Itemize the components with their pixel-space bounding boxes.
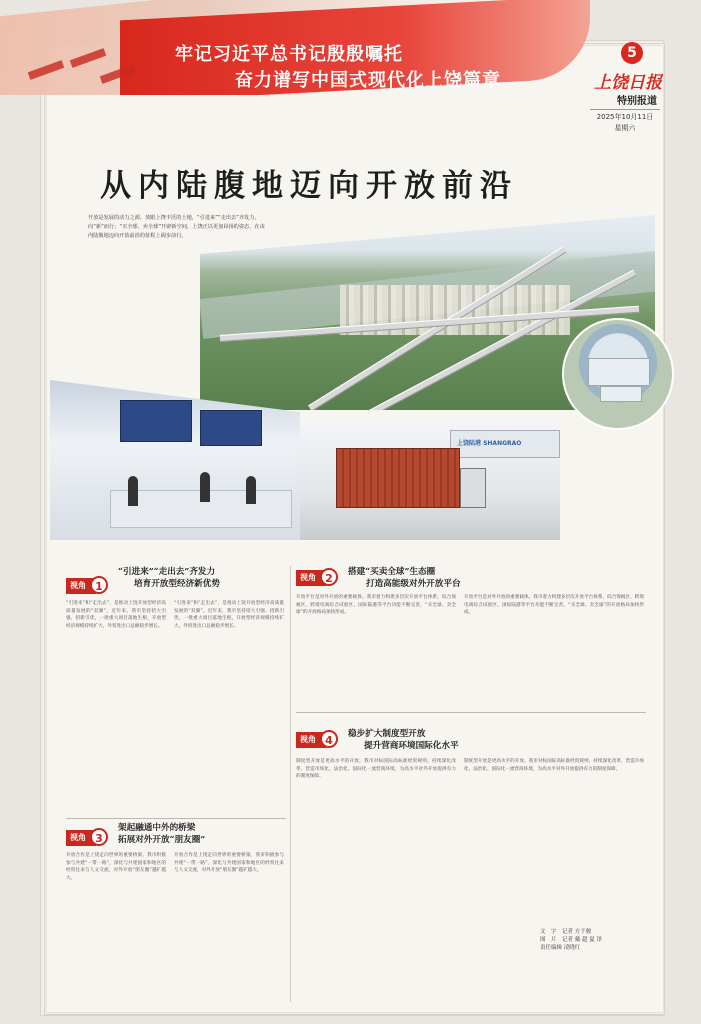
section-2-body-col2: 开放平台是对外开放的重要载体。我市着力构建多层次开放平台体系，综合保税区、跨境电商综合试验区、国际陆港等平台功能不断完善，“买全球、卖全球”的开放格局加快形成。: [464, 595, 644, 615]
section-1-title: [118, 566, 220, 590]
page-number-badge: 5: [621, 42, 643, 64]
section-3-title: [118, 822, 205, 846]
display-screen: [200, 410, 262, 446]
section-1-tag: [66, 578, 110, 594]
truck-cab: [460, 468, 486, 508]
person-figure: [128, 476, 138, 506]
tag-number: 3: [90, 828, 108, 846]
header-title-line1: 牢记习近平总书记殷殷嘱托: [175, 44, 403, 65]
section-2-title: [348, 566, 461, 590]
section-divider: [296, 712, 646, 713]
gate-sign: 上饶陆港 SHANGRAO: [457, 440, 522, 447]
section-1-body: “引进来”和“走出去”，是推动上饶开放型经济高质量发展的“双翼”。近年来，我市坚持招大引强、招新引优，一批重大项目落地生根，开放型经济规模持续扩大，外贸进出口总额稳步增长。: [66, 601, 166, 629]
tag-number: 1: [90, 576, 108, 594]
lead-paragraph: 开放是发展的动力之源。放眼上饶丰沃的土地，“引进来”“走出去”齐发力，向“新”而行；“买全球、卖全球”开辟新空间，上饶正以更加昂扬的姿态，在由内陆腹地迈向开放前沿的征程上阔步前行。: [88, 215, 265, 239]
column-divider: [290, 566, 291, 1002]
section-4-body: 制度型开放是更高水平的开放。我市对标国际高标准经贸规则，持续深化改革，营造市场化、法治化、国际化一流营商环境，为高水平对外开放提供有力的制度保障。: [296, 759, 456, 779]
person-figure: [246, 476, 256, 504]
title-line: “引进来”“走出去”齐发力: [118, 567, 216, 577]
section-2-body: 开放平台是对外开放的重要载体。我市着力构建多层次开放平台体系，综合保税区、跨境电商综合试验区、国际陆港等平台功能不断完善，“买全球、卖全球”的开放格局加快形成。: [296, 595, 456, 615]
tag-label: 视角: [66, 830, 96, 846]
container-truck-photo: [300, 420, 560, 540]
header-title-line2: 奋力谱写中国式现代化上饶篇章: [235, 70, 501, 91]
shipping-container: [336, 448, 460, 508]
building-shape: [600, 386, 642, 402]
title-line: 架起融通中外的桥梁: [118, 823, 196, 833]
article-credits: [540, 928, 602, 952]
tag-number: 4: [320, 730, 338, 748]
section-2-tag: [296, 570, 340, 586]
port-gate: [450, 430, 560, 458]
tag-label: 视角: [296, 732, 326, 748]
section-4-body-col2: 制度型开放是更高水平的开放。我市对标国际高标准经贸规则，持续深化改革，营造市场化、法治化、国际化一流营商环境，为高水平对外开放提供有力的制度保障。: [464, 759, 644, 772]
section-3-body-col2: 开放合作是上饶走向世界的重要桥梁。我市积极参与共建“一带一路”，深化与共建国家和地区的经贸往来与人文交流，对外开放“朋友圈”越扩越大。: [174, 853, 284, 873]
section-1-body-col2: “引进来”和“走出去”，是推动上饶开放型经济高质量发展的“双翼”。近年来，我市坚持招大引强、招新引优，一批重大项目落地生根，开放型经济规模持续扩大，外贸进出口总额稳步增长。: [174, 601, 284, 629]
date-text: 2025年10月11日: [596, 113, 654, 121]
tag-label: 视角: [66, 578, 96, 594]
title-line: 培育开放型经济新优势: [134, 579, 220, 589]
credit-editor: 责任编辑 凌晓红: [540, 945, 581, 951]
title-line: 拓展对外开放“朋友圈”: [118, 835, 206, 845]
display-screen: [120, 400, 192, 442]
title-line: 稳步扩大制度型开放: [348, 729, 426, 739]
section-label: 特别报道: [617, 96, 657, 107]
title-line: 打造高能级对外开放平台: [366, 579, 461, 589]
title-line: 搭建“买卖全球”生态圈: [348, 567, 436, 577]
section-3-tag: [66, 830, 110, 846]
section-4-title: [348, 728, 459, 752]
section-3-body: 开放合作是上饶走向世界的重要桥梁。我市积极参与共建“一带一路”，深化与共建国家和地区的经贸往来与人文交流，对外开放“朋友圈”越扩越大。: [66, 853, 166, 881]
credit-text: 文 字 记者 方千骏: [540, 929, 592, 935]
section-4-tag: [296, 732, 340, 748]
person-figure: [200, 472, 210, 502]
credit-photo: 图 片 记者 戴 超 夏 泽: [540, 937, 602, 943]
tag-label: 视角: [296, 570, 326, 586]
page-headline: 从内陆腹地迈向开放前沿: [100, 168, 518, 204]
building-shape: [588, 358, 650, 386]
weekday-text: 星期六: [614, 124, 636, 132]
newspaper-logo: 上饶日报: [594, 73, 662, 93]
issue-date: [590, 109, 660, 134]
tag-number: 2: [320, 568, 338, 586]
inset-building-photo: [562, 318, 674, 430]
section-divider: [66, 818, 286, 819]
title-line: 提升营商环境国际化水平: [364, 741, 459, 751]
